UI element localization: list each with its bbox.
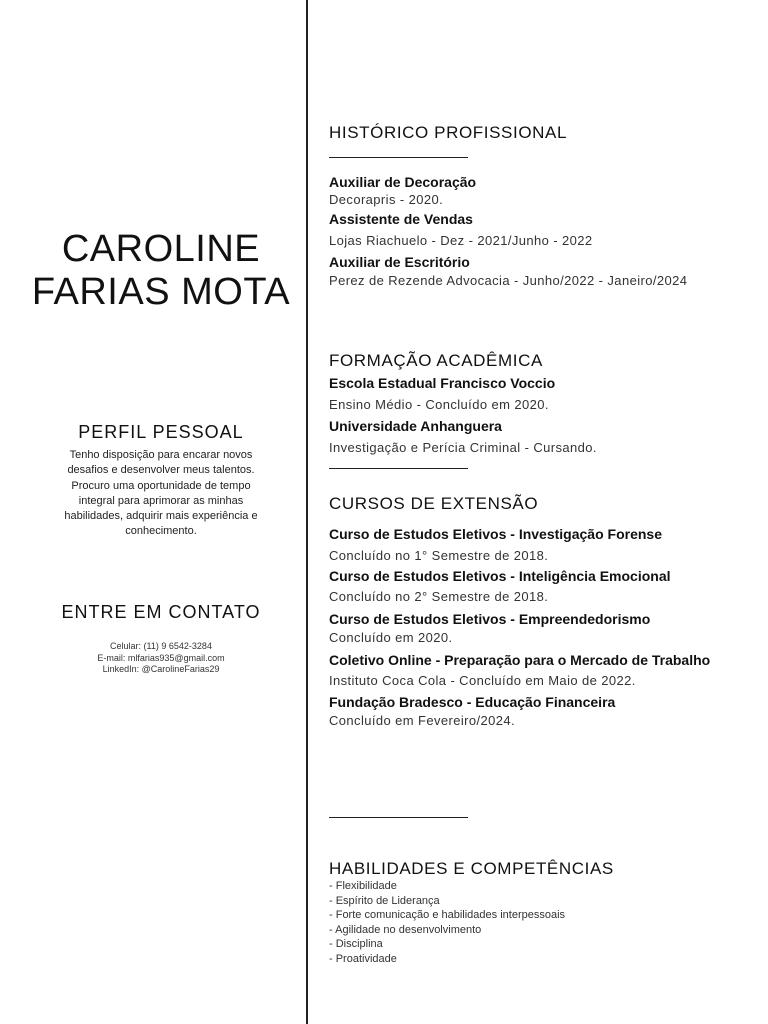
column-divider	[306, 0, 308, 1024]
school-name: Universidade Anhanguera	[329, 418, 502, 434]
profile-line: conhecimento.	[125, 525, 197, 538]
contact-info	[50, 641, 272, 676]
job-title: Auxiliar de Escritório	[329, 254, 470, 270]
school-name: Escola Estadual Francisco Voccio	[329, 375, 556, 391]
skills-heading: HABILIDADES E COMPETÊNCIAS	[329, 859, 614, 878]
course-name: Coletivo Online - Preparação para o Mercado de Trabalho	[329, 652, 711, 668]
contact-phone: Celular: (11) 9 6542-3284	[110, 641, 212, 651]
profile-line: Procuro uma oportunidade de tempo	[71, 479, 251, 492]
contact-heading: ENTRE EM CONTATO	[61, 602, 261, 622]
job-title: Auxiliar de Decoração	[329, 174, 477, 190]
job-detail: Lojas Riachuelo - Dez - 2021/Junho - 2022	[329, 233, 593, 248]
course-name: Fundação Bradesco - Educação Financeira	[329, 694, 616, 710]
section-rule	[329, 157, 468, 158]
profile-line: habilidades, adquirir mais experiência e	[64, 510, 258, 523]
profile-text	[50, 448, 272, 540]
course-detail: Concluído no 1° Semestre de 2018.	[329, 548, 549, 563]
education-heading: FORMAÇÃO ACADÊMICA	[329, 351, 543, 370]
course-detail: Concluído em 2020.	[329, 630, 453, 645]
skills-list	[329, 879, 565, 967]
contact-linkedin: LinkedIn: @CarolineFarias29	[102, 664, 220, 674]
skill-item: - Flexibilidade	[329, 880, 397, 892]
skill-item: - Agilidade no desenvolvimento	[329, 923, 482, 936]
candidate-name	[0, 228, 322, 314]
right-column	[329, 0, 768, 1024]
skill-item: - Disciplina	[329, 938, 383, 951]
profile-line: integral para aprimorar as minhas	[78, 494, 244, 507]
school-detail: Investigação e Perícia Criminal - Cursando.	[329, 440, 597, 455]
profile-line: desafios e desenvolver meus talentos.	[67, 464, 255, 477]
course-name: Curso de Estudos Eletivos - Empreendedorismo	[329, 611, 651, 627]
course-detail: Concluído no 2° Semestre de 2018.	[329, 589, 549, 604]
skill-item: - Forte comunicação e habilidades interpessoais	[329, 909, 566, 922]
courses-heading: CURSOS DE EXTENSÃO	[329, 494, 539, 513]
contact-email: E-mail: mlfarias935@gmail.com	[97, 652, 225, 663]
school-detail: Ensino Médio - Concluído em 2020.	[329, 397, 549, 412]
course-name: Curso de Estudos Eletivos - Inteligência Emocional	[329, 568, 671, 584]
job-detail: Decorapris - 2020.	[329, 192, 444, 207]
course-detail: Concluído em Fevereiro/2024.	[329, 713, 516, 728]
name-line-2: FARIAS MOTA	[31, 271, 291, 313]
course-detail: Instituto Coca Cola - Concluído em Maio de 2022.	[329, 673, 636, 688]
experience-heading: HISTÓRICO PROFISSIONAL	[329, 123, 568, 142]
profile-line: Tenho disposição para encarar novos	[69, 449, 253, 461]
skill-item: - Proatividade	[329, 952, 397, 965]
section-rule	[329, 468, 468, 469]
left-column	[0, 0, 306, 1024]
skill-item: - Espírito de Liderança	[329, 894, 440, 907]
course-name: Curso de Estudos Eletivos - Investigação Forense	[329, 526, 662, 542]
job-title: Assistente de Vendas	[329, 211, 473, 227]
section-rule	[329, 817, 468, 818]
profile-heading: PERFIL PESSOAL	[78, 422, 244, 442]
job-detail: Perez de Rezende Advocacia - Junho/2022 - Janeiro/2024	[329, 273, 688, 288]
name-line-1: CAROLINE	[61, 228, 261, 270]
